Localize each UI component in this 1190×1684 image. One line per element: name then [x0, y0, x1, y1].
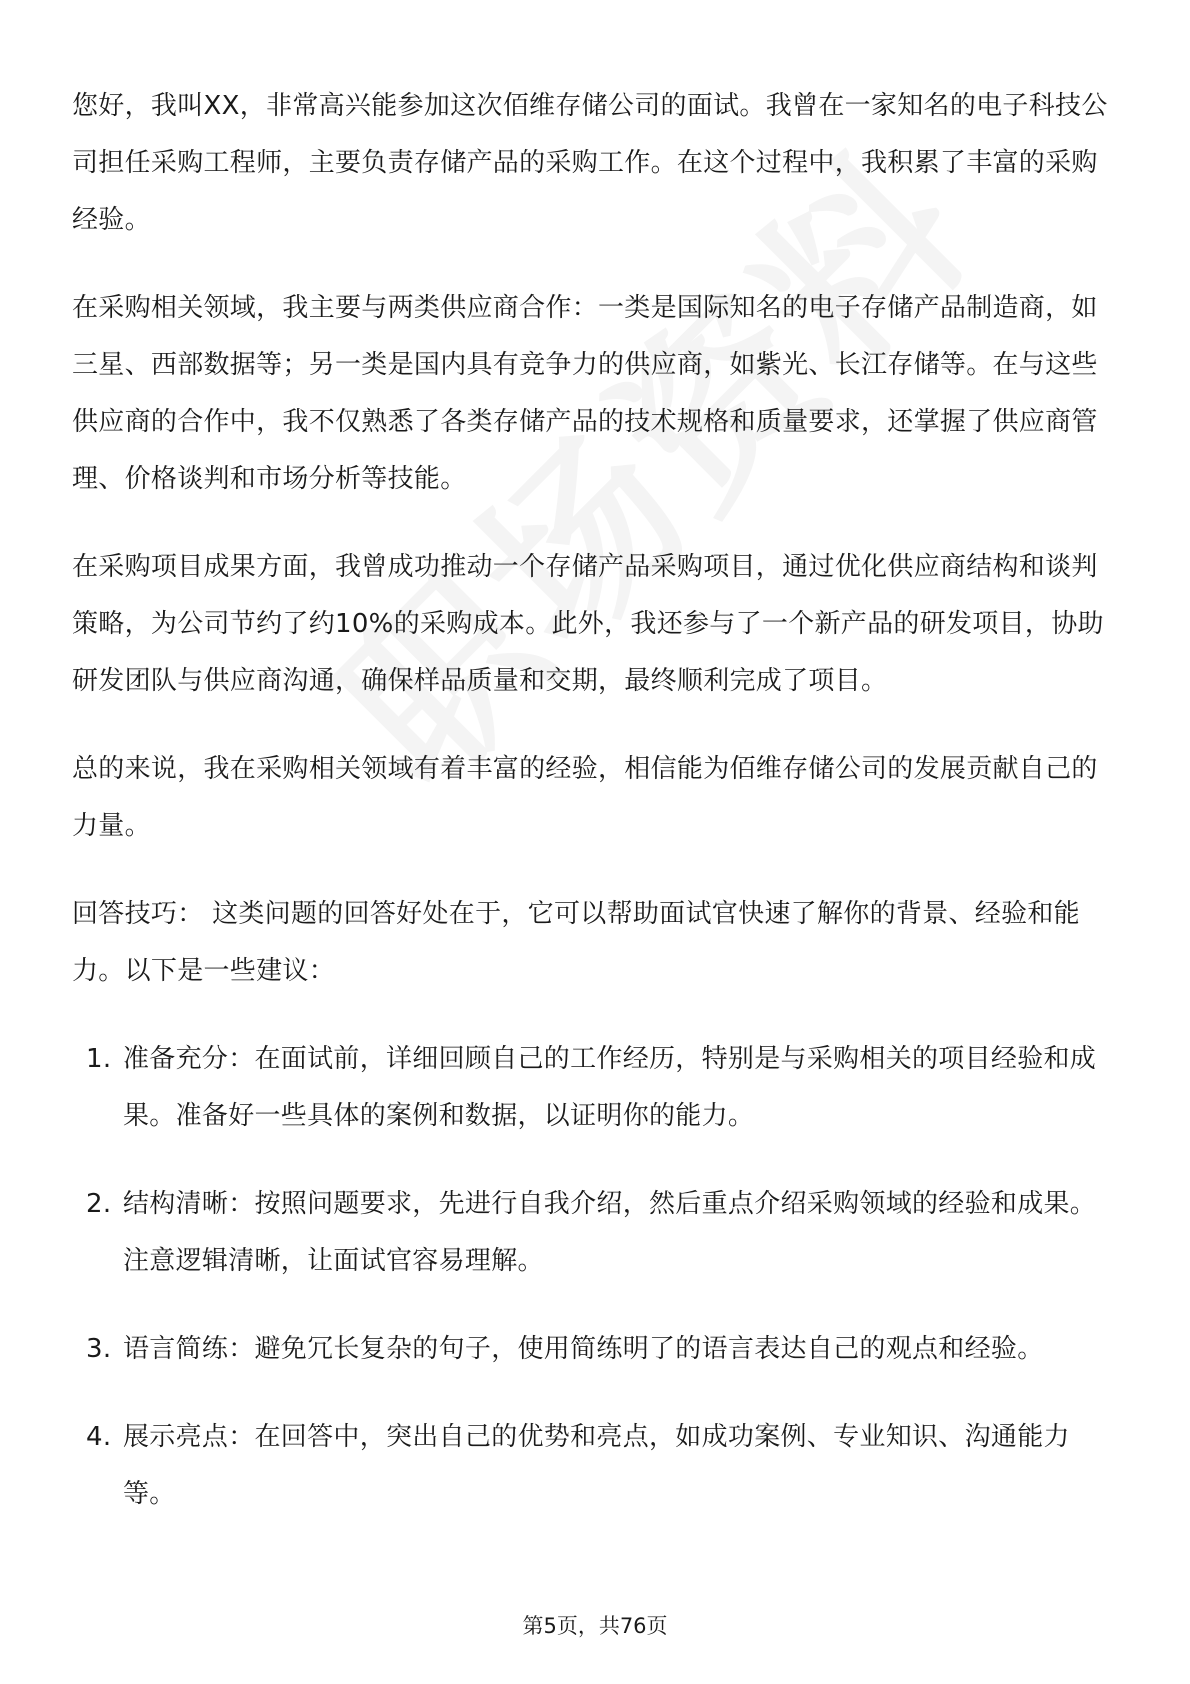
paragraph-project-results: 在采购项目成果方面，我曾成功推动一个存储产品采购项目，通过优化供应商结构和谈判策略，为公司节约了约10%的采购成本。此外，我还参与了一个新产品的研发项目，协助研发团队与供应商沟通，确保样品质量和交期，最终顺利完成了项目。 [72, 552, 1104, 696]
paragraph-summary: 总的来说，我在采购相关领域有着丰富的经验，相信能为佰维存储公司的发展贡献自己的力量。 [72, 754, 1098, 841]
list-item [72, 1409, 1122, 1523]
list-item [72, 1176, 1122, 1290]
paragraph-suppliers: 在采购相关领域，我主要与两类供应商合作：一类是国际知名的电子存储产品制造商，如三星、西部数据等；另一类是国内具有竞争力的供应商，如紫光、长江存储等。在与这些供应商的合作中，我不仅熟悉了各类存储产品的技术规格和质量要求，还掌握了供应商管理、价格谈判和市场分析等技能。 [72, 293, 1098, 494]
list-item [72, 1031, 1122, 1145]
list-item-text: 结构清晰：按照问题要求，先进行自我介绍，然后重点介绍采购领域的经验和成果。注意逻辑清晰，让面试官容易理解。 [123, 1189, 1097, 1276]
paragraph-answer-tips: 回答技巧： 这类问题的回答好处在于，它可以帮助面试官快速了解你的背景、经验和能力。以下是一些建议： [72, 899, 1080, 986]
list-item-number: 2. [86, 1189, 112, 1219]
list-item-text: 语言简练：避免冗长复杂的句子，使用简练明了的语言表达自己的观点和经验。 [123, 1334, 1044, 1364]
list-item-number: 3. [86, 1334, 112, 1364]
page-number-footer: 第5页，共76页 [522, 1614, 668, 1638]
tips-list [72, 1031, 1122, 1523]
list-item-text: 准备充分：在面试前，详细回顾自己的工作经历，特别是与采购相关的项目经验和成果。准备好一些具体的案例和数据，以证明你的能力。 [123, 1044, 1097, 1131]
list-item-text: 展示亮点：在回答中，突出自己的优势和亮点，如成功案例、专业知识、沟通能力等。 [123, 1422, 1070, 1509]
paragraph-introduction: 您好，我叫XX，非常高兴能参加这次佰维存储公司的面试。我曾在一家知名的电子科技公司担任采购工程师，主要负责存储产品的采购工作。在这个过程中，我积累了丰富的采购经验。 [72, 91, 1108, 235]
list-item-number: 1. [86, 1044, 112, 1074]
list-item [72, 1321, 1122, 1378]
page-content [72, 78, 1122, 1554]
list-item-number: 4. [86, 1422, 112, 1452]
